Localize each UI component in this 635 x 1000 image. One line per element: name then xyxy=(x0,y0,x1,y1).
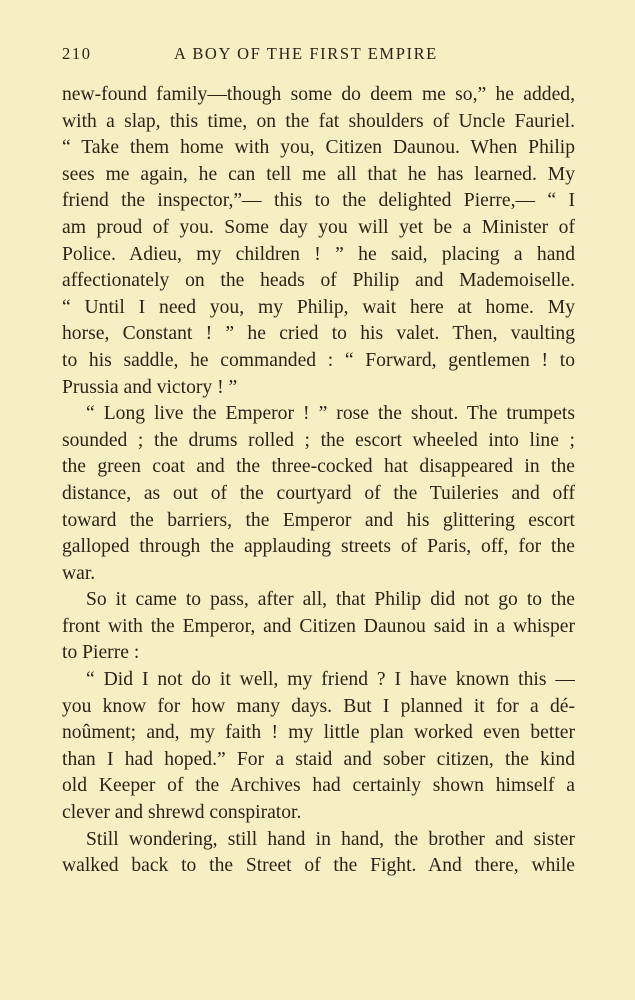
text-line: Police. Adieu, my children ! ” he said, placing a hand xyxy=(62,243,575,265)
text-line: “ Did I not do it well, my friend ? I have known this — xyxy=(86,669,575,691)
text-line: “ Take them home with you, Citizen Daunou. When Philip xyxy=(62,137,575,159)
text-line: Prussia and victory ! ” xyxy=(62,376,238,398)
text-line: walked back to the Street of the Fight. And there, while xyxy=(62,855,575,877)
text-line: clever and shrewd conspirator. xyxy=(62,802,302,824)
text-line: affectionately on the heads of Philip and Mademoiselle. xyxy=(62,270,575,292)
text-line: front with the Emperor, and Citizen Daunou said in a whisper xyxy=(62,615,575,637)
text-line: toward the barriers, the Emperor and his glittering escort xyxy=(62,509,575,531)
text-line: new-found family—though some do deem me so,” he added, xyxy=(62,84,575,105)
text-line: noûment; and, my faith ! my little plan worked even better xyxy=(62,722,575,744)
text-line: galloped through the applauding streets of Paris, off, for the xyxy=(62,536,575,558)
page-number: 210 xyxy=(62,44,92,63)
running-title: A BOY OF THE FIRST EMPIRE xyxy=(174,44,438,63)
text-line: war. xyxy=(62,562,96,584)
text-line: than I had hoped.” For a staid and sober citizen, the kind xyxy=(62,748,575,770)
text-line: sees me again, he can tell me all that he has learned. My xyxy=(62,163,575,185)
text-line: you know for how many days. But I planned it for a dé- xyxy=(62,695,575,717)
text-line: horse, Constant ! ” he cried to his valet. Then, vaulting xyxy=(62,323,575,345)
running-head xyxy=(62,40,577,68)
text-line: “ Until I need you, my Philip, wait here at home. My xyxy=(62,296,575,318)
body-text xyxy=(62,82,575,880)
text-line: Still wondering, still hand in hand, the brother and sister xyxy=(86,828,575,850)
text-line: friend the inspector,”— this to the delighted Pierre,— “ I xyxy=(62,190,575,212)
text-line: “ Long live the Emperor ! ” rose the shout. The trumpets xyxy=(86,403,575,425)
text-line: with a slap, this time, on the fat shoulders of Uncle Fauriel. xyxy=(62,110,575,132)
text-line: am proud of you. Some day you will yet be a Minister of xyxy=(62,216,575,238)
text-line: So it came to pass, after all, that Philip did not go to the xyxy=(86,589,575,611)
text-line: sounded ; the drums rolled ; the escort wheeled into line ; xyxy=(62,429,575,451)
text-line: the green coat and the three-cocked hat disappeared in the xyxy=(62,456,575,478)
text-line: to his saddle, he commanded : “ Forward, gentlemen ! to xyxy=(62,349,575,371)
text-line: old Keeper of the Archives had certainly shown himself a xyxy=(62,775,575,797)
text-line: to Pierre : xyxy=(62,642,140,664)
text-line: distance, as out of the courtyard of the Tuileries and off xyxy=(62,482,575,504)
